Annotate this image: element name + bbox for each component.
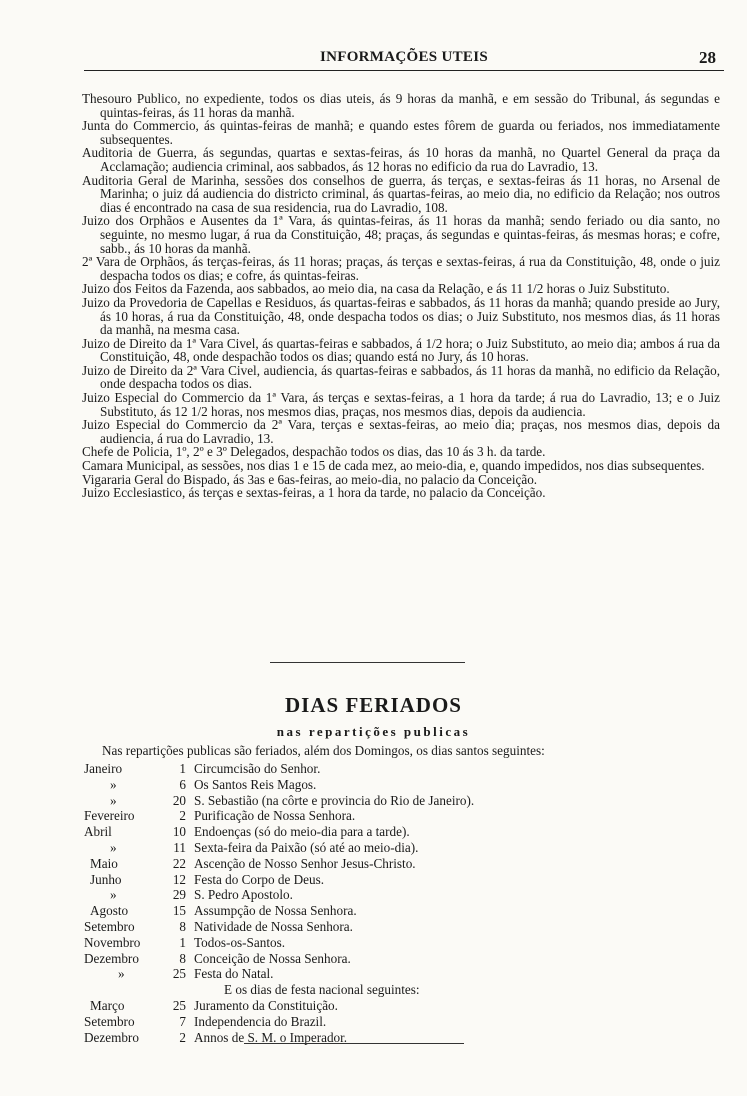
holiday-row: [84, 998, 724, 1014]
holiday-day: 1: [179, 761, 186, 776]
holidays-intro: Nas repartições publicas são feriados, além dos Domingos, os dias santos seguintes:: [102, 743, 545, 758]
holiday-month: Março: [90, 997, 125, 1013]
holiday-month: Dezembro: [84, 1029, 139, 1045]
holiday-day: 22: [172, 855, 186, 871]
office-entry: Auditoria de Guerra, ás segundas, quartas e sextas-feiras, ás 10 horas da manhã, no Quartel General da praça da Acclamação; audiencia criminal, aos sabbados, ás 12 horas no edificio da rua do Lavradio, 13.: [82, 145, 720, 174]
holiday-day: 12: [172, 871, 186, 887]
section-divider: [270, 662, 465, 663]
holiday-row: [84, 887, 724, 903]
holiday-row: [84, 1014, 724, 1030]
holiday-month: Junho: [90, 871, 122, 887]
office-entry: Thesouro Publico, no expediente, todos os dias uteis, ás 9 horas da manhã, e em sessão do Tribunal, ás segundas e quintas-feiras, ás 11 horas da manhã.: [82, 91, 720, 120]
holiday-name: Juramento da Constituição.: [194, 997, 338, 1013]
holiday-day: 20: [172, 792, 186, 808]
holiday-day: 25: [172, 997, 186, 1013]
holiday-name: Conceição de Nossa Senhora.: [194, 950, 351, 966]
section-subtitle: nas repartições publicas: [276, 724, 471, 739]
holiday-row: [84, 761, 724, 777]
section-title: DIAS FERIADOS: [285, 693, 462, 717]
holiday-day: 11: [173, 839, 186, 855]
holiday-month: »: [110, 839, 117, 855]
holiday-day: 29: [172, 887, 186, 903]
holiday-month: »: [110, 887, 117, 903]
holiday-row: [84, 808, 724, 824]
holiday-name: Os Santos Reis Magos.: [194, 776, 317, 792]
holiday-day: 6: [179, 776, 186, 792]
holiday-row: [84, 856, 724, 872]
holiday-row: [84, 840, 724, 856]
holiday-day: 25: [172, 966, 186, 982]
holiday-day: 7: [179, 1013, 186, 1029]
holiday-name: Natividade de Nossa Senhora.: [194, 918, 353, 934]
office-entry: Juizo de Direito da 2ª Vara Civel, audiencia, ás quartas-feiras e sabbados, ás 11 horas da manhã, no edificio da Relação, onde despacha todos os dias.: [82, 362, 720, 392]
holiday-name: Festa do Natal.: [194, 966, 274, 982]
holiday-month: »: [110, 792, 117, 808]
office-hours-list: [82, 92, 720, 500]
holiday-row: [84, 824, 724, 840]
holiday-month: Setembro: [84, 1013, 135, 1029]
holiday-name: S. Sebastião (na côrte e provincia do Rio de Janeiro).: [194, 792, 475, 808]
holiday-name: Sexta-feira da Paixão (só até ao meio-dia).: [194, 839, 419, 855]
holiday-name: Festa do Corpo de Deus.: [194, 871, 325, 887]
holidays-list: [84, 761, 724, 1045]
page-number: 28: [699, 48, 716, 67]
holiday-name: Purificação de Nossa Senhora.: [194, 808, 356, 824]
holiday-day: 8: [179, 918, 186, 934]
office-entry: Juizo Especial do Commercio da 1ª Vara, ás terças e sextas-feiras, a 1 hora da tarde; á rua do Lavradio, 13; e o Juiz Substituto, ás 12 1/2 horas, nos mesmos dias, praças, nos mesmos dias, depois da audiencia.: [82, 390, 720, 419]
office-entry: Juizo da Provedoria de Capellas e Residuos, ás quartas-feiras e sabbados, ás 11 horas da manhã; quando preside ao Jury, ás 10 horas, á rua da Constituição, 48, onde despacha todos os dias; o Juiz Substituto, nos mesmos dias, ás 11 horas da manhã, na mesma casa.: [82, 294, 720, 338]
holiday-month: Abril: [84, 824, 112, 840]
holiday-name: Todos-os-Santos.: [194, 934, 286, 950]
holiday-month: Novembro: [84, 934, 141, 950]
office-entry: Chefe de Policia, 1º, 2º e 3º Delegados, despachão todos os dias, das 10 ás 3 h. da tarde.: [82, 444, 546, 460]
holiday-name: Endoenças (só do meio-dia para a tarde).: [194, 824, 410, 840]
holiday-row: [84, 777, 724, 793]
holiday-row: [84, 935, 724, 951]
holiday-month: Dezembro: [84, 950, 139, 966]
office-entry: Juizo dos Orphãos e Ausentes da 1ª Vara, ás quintas-feiras, ás 11 horas da manhã; sendo feriado ou dia santo, no seguinte, no mesmo lugar, á rua da Constituição, 48; praças, ás segundas e quintas-feiras, ás mesmas horas; e cofre, sabb., ás 10 horas da manhã.: [82, 213, 720, 256]
holiday-row: [84, 919, 724, 935]
holiday-name: S. Pedro Apostolo.: [194, 887, 293, 903]
holiday-day: 10: [172, 824, 186, 840]
holiday-month: Janeiro: [84, 761, 123, 776]
office-entry: Juizo dos Feitos da Fazenda, aos sabbados, ao meio dia, na casa da Relação, e ás 11 1/2 horas o Juiz Substituto.: [82, 281, 670, 297]
holiday-month: Setembro: [84, 918, 135, 934]
holiday-row: [84, 872, 724, 888]
holiday-month: Fevereiro: [84, 808, 135, 824]
holiday-name: Assumpção de Nossa Senhora.: [194, 903, 357, 919]
holiday-row: [84, 966, 724, 982]
holiday-day: 1: [179, 934, 186, 950]
holiday-month: »: [110, 776, 117, 792]
holiday-name: Ascenção de Nosso Senhor Jesus-Christo.: [194, 855, 416, 871]
holiday-day: 2: [179, 1029, 186, 1045]
holiday-name: Annos de S. M. o Imperador.: [194, 1029, 348, 1045]
holiday-name: Independencia do Brazil.: [194, 1013, 327, 1029]
office-entry: Camara Municipal, as sessões, nos dias 1 e 15 de cada mez, ao meio-dia, e, quando impedidos, nos dias subsequentes.: [82, 458, 705, 474]
header-title: INFORMAÇÕES UTEIS: [319, 49, 489, 65]
holiday-row: [84, 793, 724, 809]
holiday-day: 8: [179, 950, 186, 966]
holiday-month: Agosto: [90, 903, 129, 919]
bottom-rule: [244, 1043, 464, 1044]
national-holidays-intro: E os dias de festa nacional seguintes:: [224, 982, 420, 998]
office-entry: Auditoria Geral de Marinha, sessões dos conselhos de guerra, ás terças, e sextas-feiras ás 11 horas, no Arsenal de Marinha; o juiz dá audiencia do districto criminal, ás quartas-feiras, ao meio dia, no edificio da Relação; nos outros dias é encontrado na casa de sua residencia, rua do Lavradio, 108.: [82, 172, 720, 215]
holiday-day: 2: [179, 808, 186, 824]
office-entry: 2ª Vara de Orphãos, ás terças-feiras, ás 11 horas; praças, ás terças e sextas-feiras, á rua da Constituição, 48, onde o juiz despacha todos os dias; e cofre, ás quintas-feiras.: [82, 254, 720, 283]
holiday-name: Circumcisão do Senhor.: [194, 761, 321, 776]
holiday-month: Maio: [90, 855, 118, 871]
office-entry: Juizo Ecclesiastico, ás terças e sextas-feiras, a 1 hora da tarde, no palacio da Conceição.: [82, 485, 546, 501]
office-entry: Juizo de Direito da 1ª Vara Civel, ás quartas-feiras e sabbados, á 1/2 hora; o Juiz Substituto, ao meio dia; ambos á rua da Constituição, 48, onde despachão todos os dias; quando está no Jury, ás 10 horas.: [82, 335, 720, 365]
office-entry: Juizo Especial do Commercio da 2ª Vara, terças e sextas-feiras, ao meio dia; praças, nos mesmos dias, depois da audiencia, á rua do Lavradio, 13.: [82, 417, 720, 446]
header-rule: [84, 70, 724, 71]
office-entry: Vigararia Geral do Bispado, ás 3as e 6as-feiras, ao meio-dia, no palacio da Conceição.: [82, 471, 538, 487]
holiday-day: 15: [172, 903, 186, 919]
holiday-row: [84, 951, 724, 967]
holiday-row: [84, 903, 724, 919]
office-entry: Junta do Commercio, ás quintas-feiras de manhã; e quando estes fôrem de guarda ou feriados, nos immediatamente subsequentes.: [82, 118, 720, 147]
holiday-month: »: [118, 966, 125, 982]
